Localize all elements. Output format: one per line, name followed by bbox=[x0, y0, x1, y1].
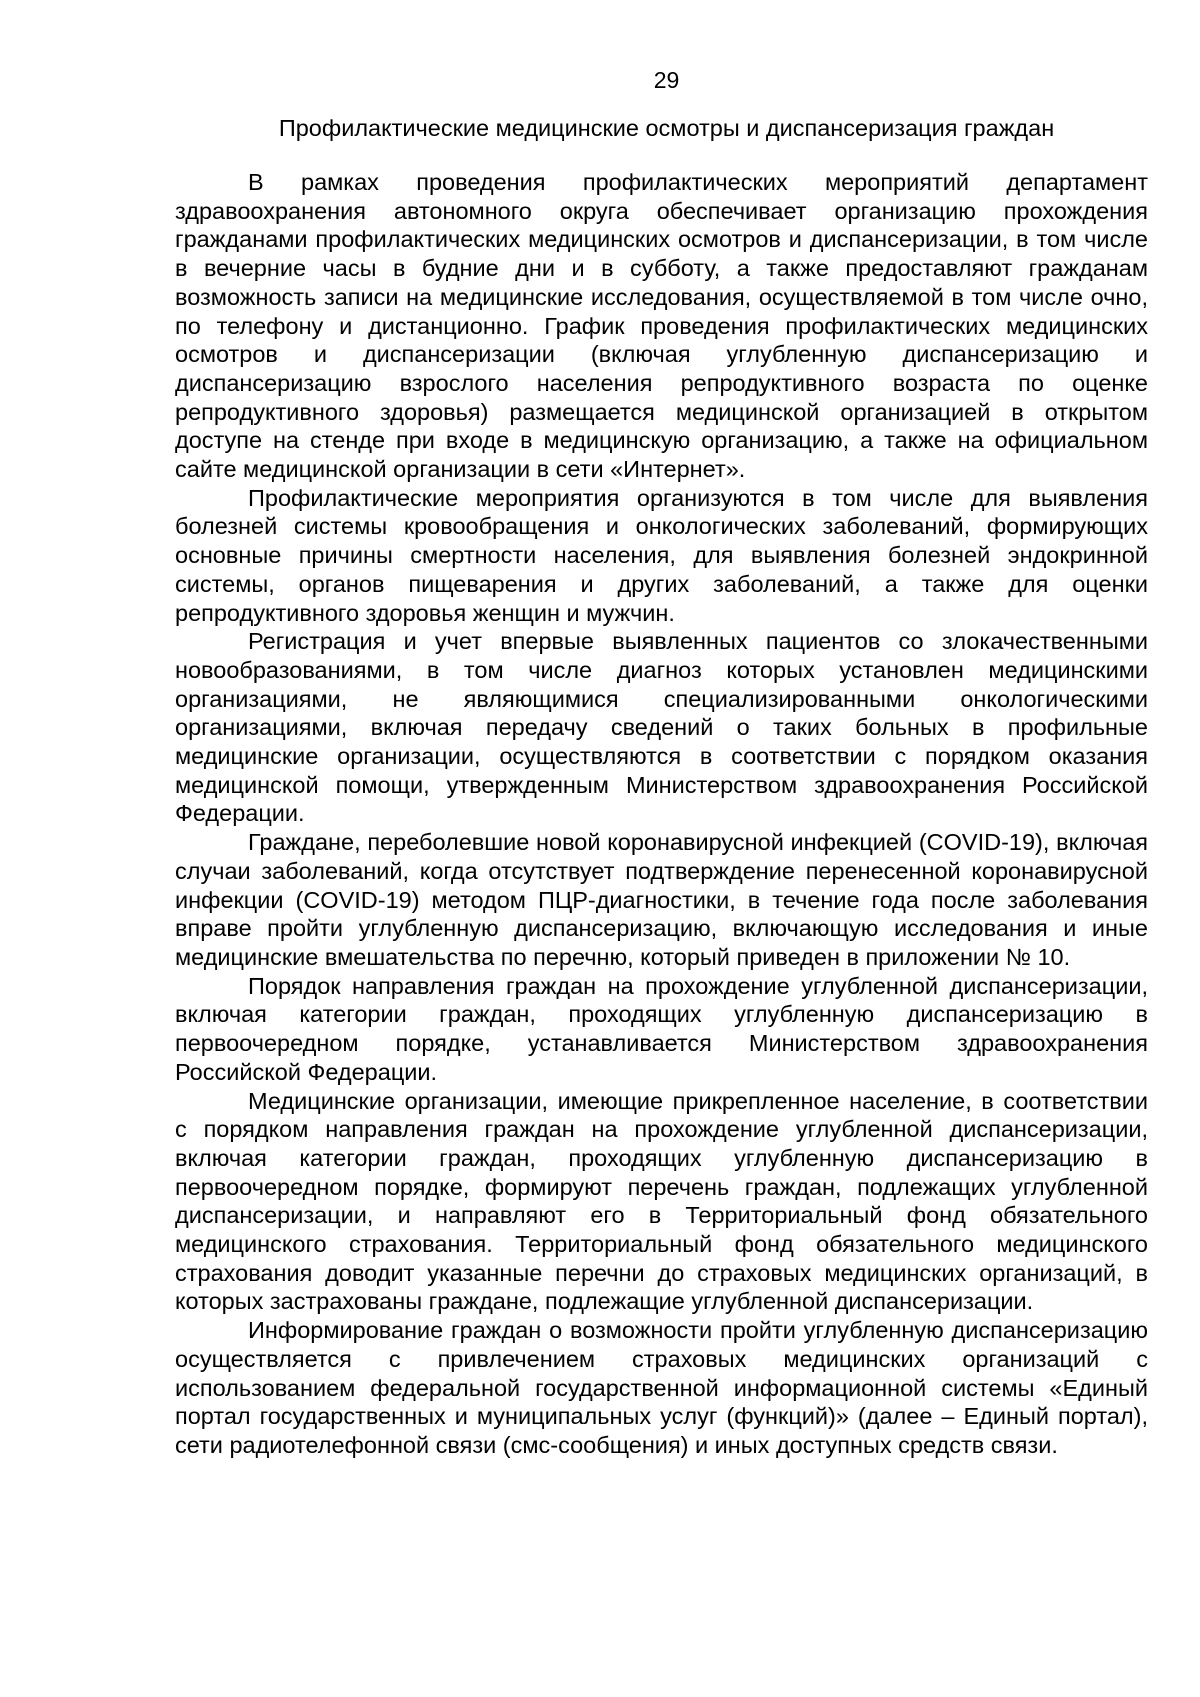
page-number: 29 bbox=[653, 67, 680, 93]
paragraph-2: Профилактические мероприятия организуются в том числе для выявления болезней системы кровообращения и онкологических заболеваний, формирующих основные причины смертности населения, для выявления болезней эндокринной системы, органов пищеварения и других заболеваний, а также для оценки репродуктивного здоровья женщин и мужчин. bbox=[175, 484, 1148, 626]
paragraph-5: Порядок направления граждан на прохождение углубленной диспансеризации, включая категории граждан, проходящих углубленную диспансеризацию в первоочередном порядке, устанавливается Министерством здравоохранения Российской Федерации. bbox=[175, 972, 1148, 1085]
paragraph-1: В рамках проведения профилактических мероприятий департамент здравоохранения автономного округа обеспечивает организацию прохождения гражданами профилактических медицинских осмотров и диспансеризации, в том числе в вечерние часы в будние дни и в субботу, а также предоставляют гражданам возможность записи на медицинские исследования, осуществляемой в том числе очно, по телефону и дистанционно. График проведения профилактических медицинских осмотров и диспансеризации (включая углубленную диспансеризацию и диспансеризацию взрослого населения репродуктивного возраста по оценке репродуктивного здоровья) размещается медицинской организацией в открытом доступе на стенде при входе в медицинскую организацию, а также на официальном сайте медицинской организации в сети «Интернет». bbox=[175, 169, 1148, 483]
paragraph-6: Медицинские организации, имеющие прикрепленное население, в соответствии с порядком направления граждан на прохождение углубленной диспансеризации, включая категории граждан, проходящих углубленную диспансеризацию в первоочередном порядке, формируют перечень граждан, подлежащих углубленной диспансеризации, и направляют его в Территориальный фонд обязательного медицинского страхования. Территориальный фонд обязательного медицинского страхования доводит указанные перечни до страховых медицинских организаций, в которых застрахованы граждане, подлежащие углубленной диспансеризации. bbox=[175, 1087, 1148, 1315]
paragraph-7: Информирование граждан о возможности пройти углубленную диспансеризацию осуществляется с привлечением страховых медицинских организаций с использованием федеральной государственной информационной системы «Единый портал государственных и муниципальных услуг (функций)» (далее – Единый портал), сети радиотелефонной связи (смс-сообщения) и иных доступных средств связи. bbox=[175, 1317, 1148, 1458]
document-page bbox=[175, 66, 1148, 1460]
paragraph-3: Регистрация и учет впервые выявленных пациентов со злокачественными новообразованиями, в том числе диагноз которых установлен медицинскими организациями, не являющимися специализированными онкологическими организациями, включая передачу сведений о таких больных в профильные медицинские организации, осуществляются в соответствии с порядком оказания медицинской помощи, утвержденным Министерством здравоохранения Российской Федерации. bbox=[175, 628, 1148, 827]
paragraph-4: Граждане, переболевшие новой коронавирусной инфекцией (COVID-19), включая случаи заболеваний, когда отсутствует подтверждение перенесенной коронавирусной инфекции (COVID-19) методом ПЦР-диагностики, в течение года после заболевания вправе пройти углубленную диспансеризацию, включающую исследования и иные медицинские вмешательства по перечню, который приведен в приложении № 10. bbox=[175, 829, 1148, 970]
section-title: Профилактические медицинские осмотры и диспансеризация граждан bbox=[278, 115, 1055, 141]
